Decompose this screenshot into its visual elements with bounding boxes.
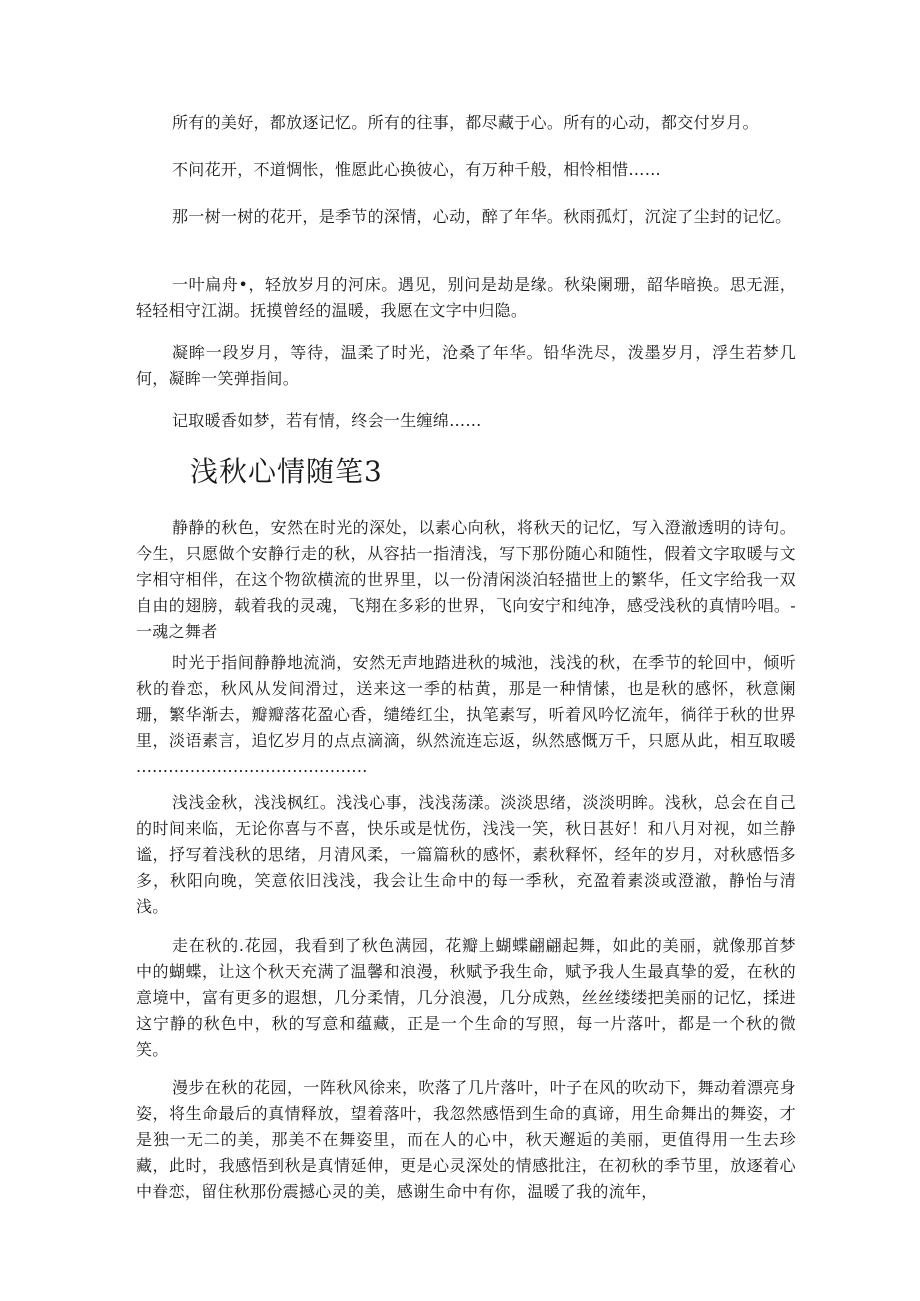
paragraph: 时光于指间静静地流淌，安然无声地踏进秋的城池，浅浅的秋，在季节的轮回中，倾听秋的眷恋，秋风从发间滑过，送来这一季的枯黄，那是一种情愫，也是秋的感怀，秋意阑珊，繁华渐去，瓣瓣落花盈心香，缱绻红尘，执笔素写，听着风吟忆流年，徜徉于秋的世界里，淡语素言，追忆岁月的点点滴滴，纵然流连忘返，纵然感慨万千，只愿从此，相互取暖 ........................................... [136, 653, 796, 776]
paragraph: 浅浅金秋，浅浅枫红。浅浅心事，浅浅荡漾。淡淡思绪，淡淡明眸。浅秋，总会在自己的时间来临，无论你喜与不喜，快乐或是忧伤，浅浅一笑，秋日甚好！和八月对视，如兰静谧，抒写着浅秋的思绪，月清风柔，一篇篇秋的感怀，素秋释怀，经年的岁月，对秋感悟多多，秋阳向晚，笑意依旧浅浅，我会让生命中的每一季秋，充盈着素淡或澄澈，静怡与清浅。 [136, 793, 796, 916]
paragraph: 一叶扁舟•，轻放岁月的河床。遇见，别问是劫是缘。秋染阑珊，韶华暗换。思无涯，轻轻相守江湖。抚摸曾经的温暖，我愿在文字中归隐。 [136, 275, 796, 320]
paragraph: 走在秋的.花园，我看到了秋色满园，花瓣上蝴蝶翩翩起舞，如此的美丽，就像那首梦中的蝴蝶，让这个秋天充满了温馨和浪漫，秋赋予我生命，赋予我人生最真挚的爱，在秋的意境中，富有更多的遐想，几分柔情，几分浪漫，几分成熟，丝丝缕缕把美丽的记忆，揉进这宁静的秋色中，秋的写意和蕴藏，正是一个生命的写照，每一片落叶，都是一个秋的微笑。 [136, 936, 796, 1059]
paragraph: 不问花开，不道惆怅，惟愿此心换彼心，有万种千般，相怜相惜…… [172, 160, 662, 179]
paragraph: 所有的美好，都放逐记忆。所有的往事，都尽藏于心。所有的心动，都交付岁月。 [172, 113, 759, 132]
section-title: 浅秋心情随笔3 [190, 455, 383, 488]
paragraph: 凝眸一段岁月，等待，温柔了时光，沧桑了年华。铅华洗尽，泼墨岁月，浮生若梦几何，凝眸一笑弹指间。 [136, 343, 796, 388]
paragraph: 静静的秋色，安然在时光的深处，以素心向秋，将秋天的记忆，写入澄澈透明的诗句。今生，只愿做个安静行走的秋，从容拈一指清浅，写下那份随心和随性，假着文字取暖与文字相守相伴，在这个物欲横流的世界里，以一份清闲淡泊轻描世上的繁华，任文字给我一双自由的翅膀，载着我的灵魂，飞翔在多彩的世界，飞向安宁和纯净，感受浅秋的真情吟唱。-一魂之舞者 [136, 518, 796, 641]
paragraph: 漫步在秋的花园，一阵秋风徐来，吹落了几片落叶，叶子在风的吹动下，舞动着漂亮身姿，将生命最后的真情释放，望着落叶，我忽然感悟到生命的真谛，用生命舞出的舞姿，才是独一无二的美，那美不在舞姿里，而在人的心中，秋天邂逅的美丽，更值得用一生去珍藏，此时，我感悟到秋是真情延伸，更是心灵深处的情感批注，在初秋的季节里，放逐着心中眷恋，留住秋那份震撼心灵的美，感谢生命中有你，温暖了我的流年， [136, 1078, 796, 1201]
paragraph: 记取暖香如梦，若有情，终会一生缠绵…… [172, 411, 482, 430]
paragraph: 那一树一树的花开，是季节的深情，心动，醉了年华。秋雨孤灯，沉淀了尘封的记忆。 [172, 207, 792, 226]
